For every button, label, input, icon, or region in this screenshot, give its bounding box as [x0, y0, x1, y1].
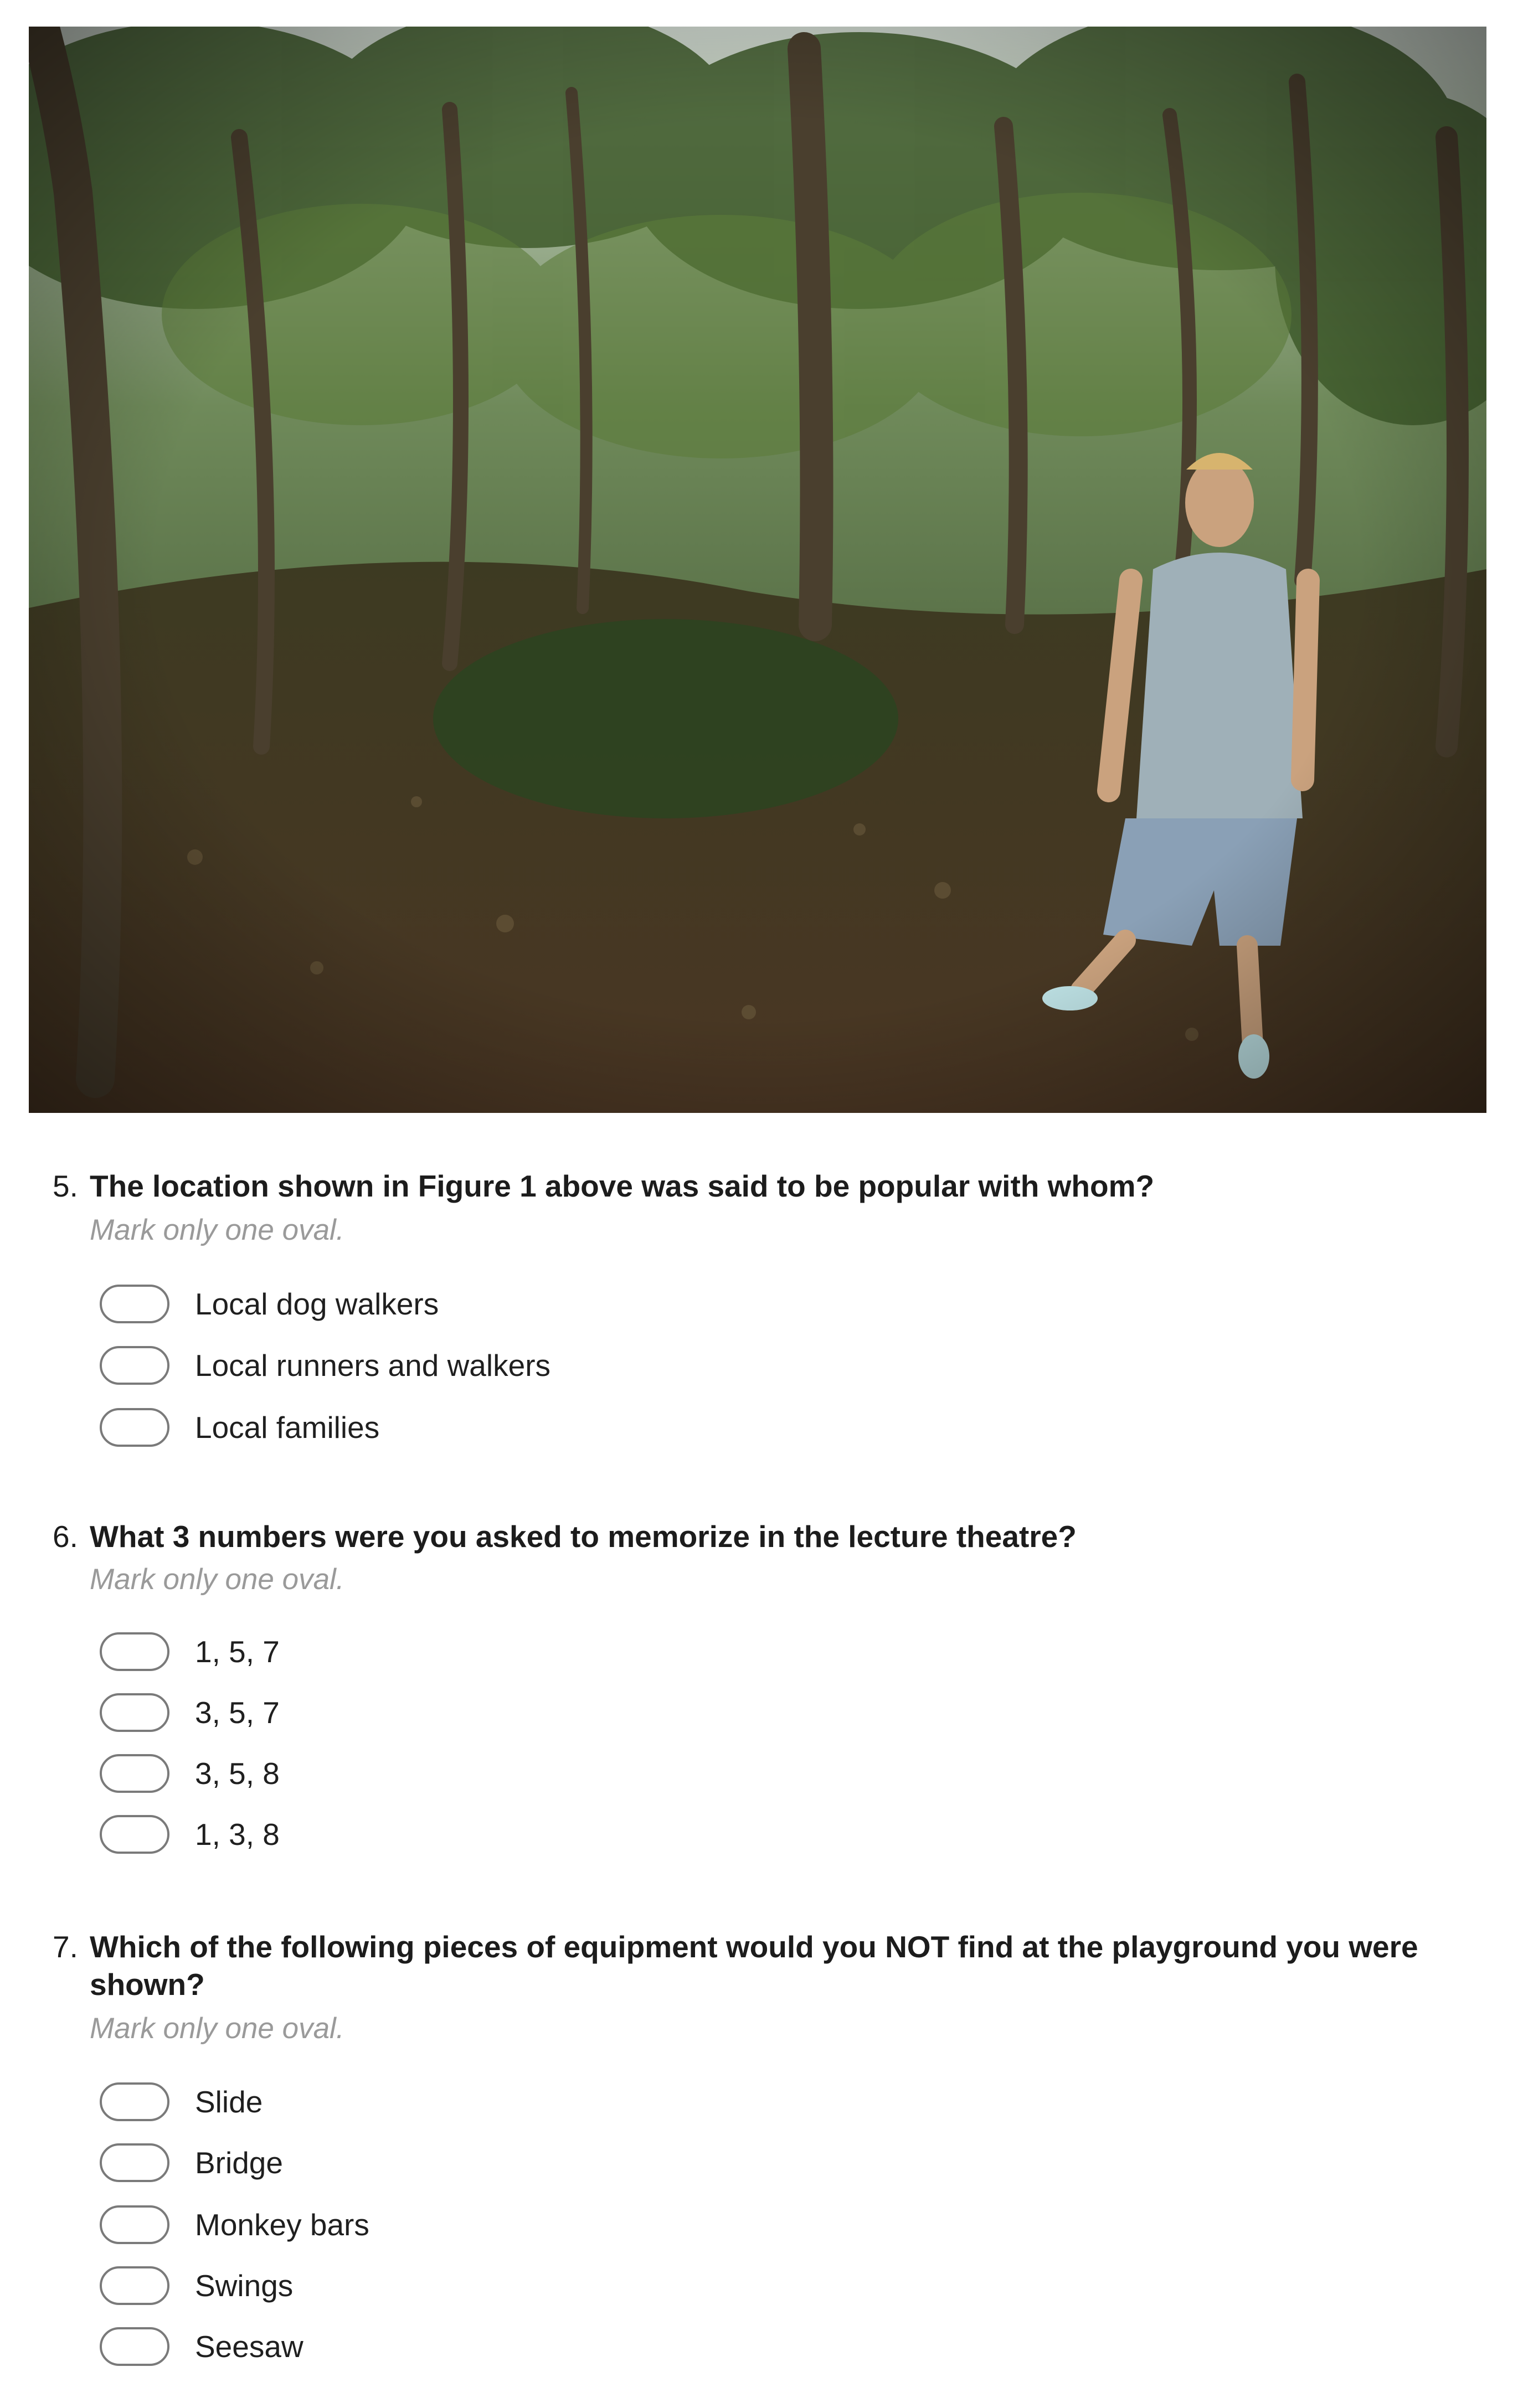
- radio-oval-icon[interactable]: [100, 1754, 169, 1793]
- option-radio[interactable]: [100, 1628, 280, 1675]
- option-label: Slide: [195, 2085, 263, 2119]
- option-label: Seesaw: [195, 2329, 303, 2364]
- radio-oval-icon[interactable]: [100, 1693, 169, 1732]
- radio-oval-icon[interactable]: [100, 1346, 169, 1385]
- question-title: [53, 1518, 1470, 1555]
- option-label: Monkey bars: [195, 2208, 369, 2242]
- option-label: 1, 3, 8: [195, 1817, 280, 1852]
- question-title: [53, 1167, 1470, 1205]
- question-title: [53, 1928, 1470, 2003]
- question-number: 6.: [53, 1519, 78, 1554]
- option-radio[interactable]: [100, 1811, 280, 1858]
- option-label: Bridge: [195, 2146, 283, 2180]
- option-label: Local families: [195, 1410, 380, 1445]
- radio-oval-icon[interactable]: [100, 2082, 169, 2121]
- radio-oval-icon[interactable]: [100, 2205, 169, 2244]
- radio-oval-icon[interactable]: [100, 1285, 169, 1323]
- question-hint: Mark only one oval.: [90, 1563, 344, 1596]
- radio-oval-icon[interactable]: [100, 2143, 169, 2182]
- option-label: 3, 5, 8: [195, 1756, 280, 1791]
- option-radio[interactable]: [100, 1750, 280, 1797]
- radio-oval-icon[interactable]: [100, 1815, 169, 1854]
- radio-oval-icon[interactable]: [100, 1632, 169, 1671]
- question-number: 5.: [53, 1169, 78, 1203]
- option-label: Swings: [195, 2268, 294, 2303]
- option-label: Local dog walkers: [195, 1287, 439, 1321]
- question-text: Which of the following pieces of equipment would you NOT find at the playground you were shown?: [90, 1930, 1418, 2002]
- option-label: 1, 5, 7: [195, 1634, 280, 1669]
- question-text: The location shown in Figure 1 above was said to be popular with whom?: [90, 1169, 1155, 1203]
- option-radio[interactable]: [100, 1689, 280, 1736]
- option-radio[interactable]: [100, 2139, 283, 2186]
- option-radio[interactable]: [100, 1404, 379, 1451]
- option-radio[interactable]: [100, 2201, 369, 2248]
- question-hint: Mark only one oval.: [90, 1214, 344, 1246]
- option-radio[interactable]: [100, 1342, 550, 1389]
- option-label: Local runners and walkers: [195, 1348, 551, 1383]
- radio-oval-icon[interactable]: [100, 1408, 169, 1447]
- question-number: 7.: [53, 1930, 78, 1964]
- radio-oval-icon[interactable]: [100, 2266, 169, 2305]
- option-radio[interactable]: [100, 2262, 293, 2309]
- option-radio[interactable]: [100, 2079, 263, 2125]
- question-hint: Mark only one oval.: [90, 2012, 344, 2045]
- option-radio[interactable]: [100, 2323, 303, 2370]
- option-radio[interactable]: [100, 1281, 439, 1327]
- forest-photo-icon: [29, 27, 1486, 1113]
- figure-1-image: [29, 27, 1486, 1113]
- option-label: 3, 5, 7: [195, 1695, 280, 1730]
- question-text: What 3 numbers were you asked to memorize in the lecture theatre?: [90, 1519, 1077, 1554]
- radio-oval-icon[interactable]: [100, 2327, 169, 2366]
